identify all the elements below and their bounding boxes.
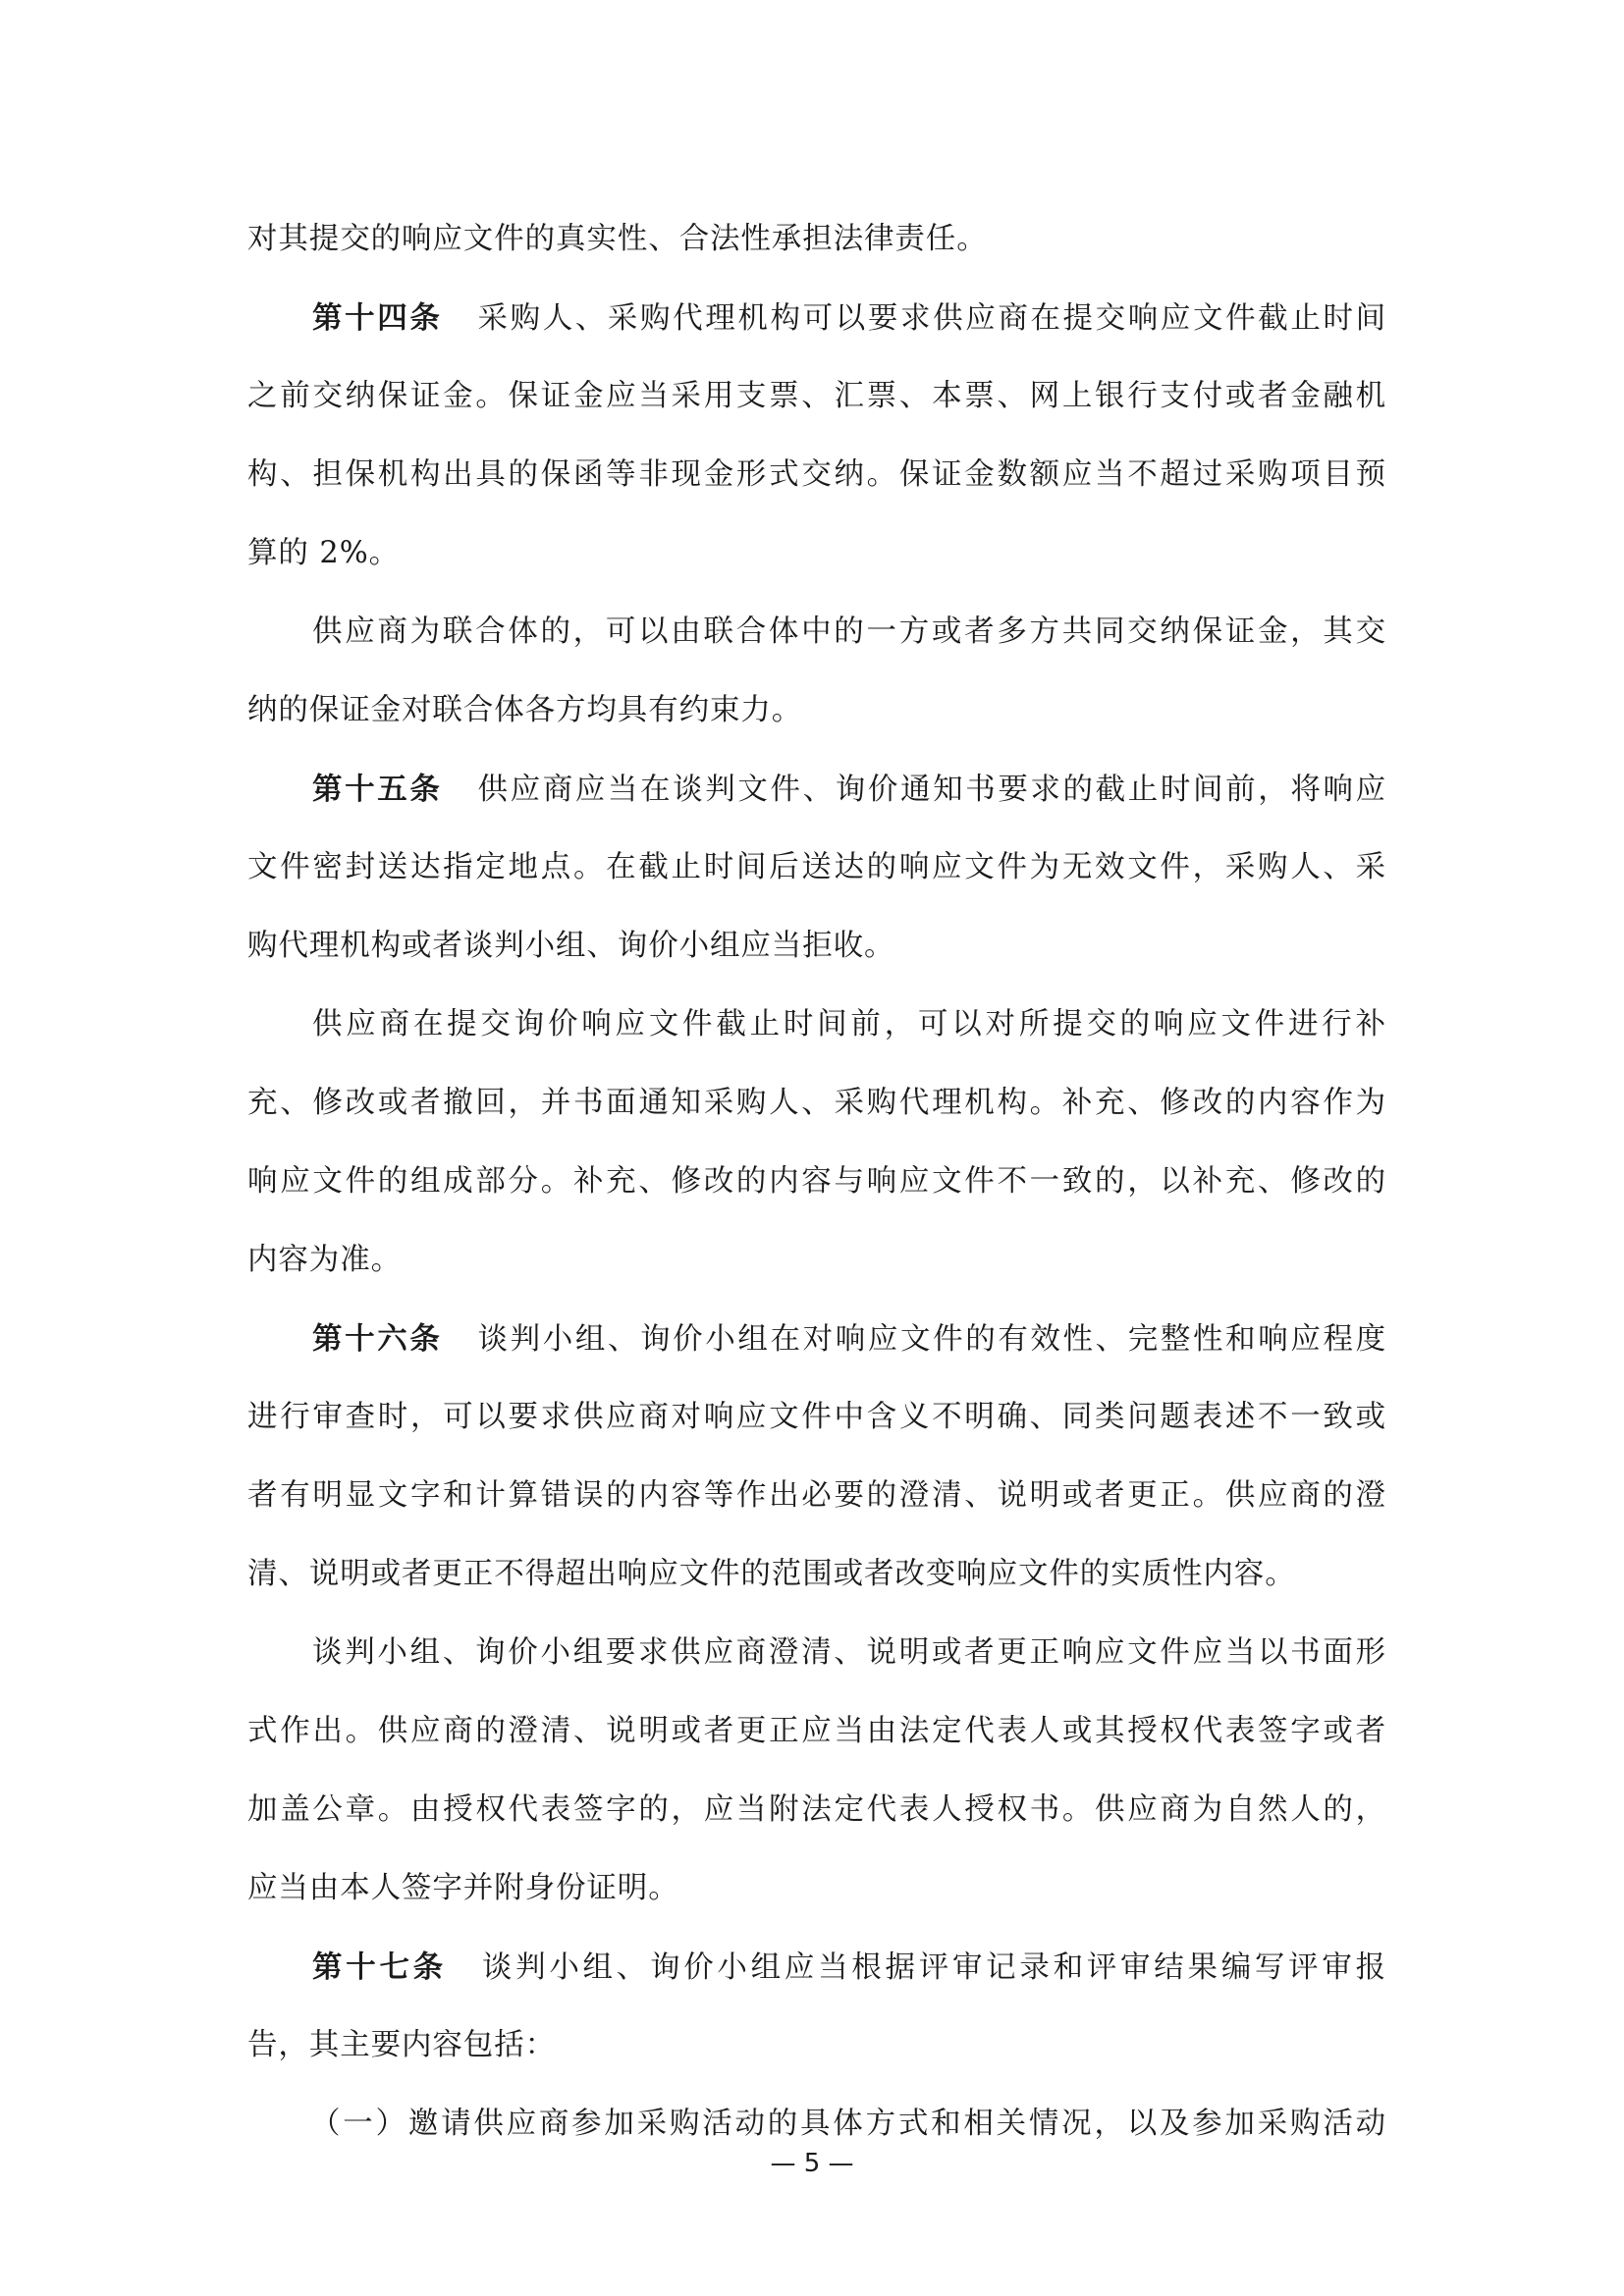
line-text: 内容为准。	[247, 1243, 402, 1277]
line-text: （一）邀请供应商参加采购活动的具体方式和相关情况，以及参加采购活动	[310, 2107, 1386, 2141]
article-label: 第十四条	[312, 300, 443, 336]
text-line	[247, 681, 1386, 740]
article-label: 第十六条	[312, 1321, 443, 1357]
article-16-heading-line	[312, 1309, 1386, 1368]
text-line	[247, 2016, 1386, 2075]
text-line	[247, 446, 1386, 505]
text-line	[247, 1859, 1386, 1918]
text-line	[312, 603, 1386, 662]
line-text: 清、说明或者更正不得超出响应文件的范围或者改变响应文件的实质性内容。	[247, 1557, 1296, 1591]
text-line	[312, 995, 1386, 1054]
line-text: 之前交纳保证金。保证金应当采用支票、汇票、本票、网上银行支付或者金融机	[247, 379, 1386, 413]
line-text: 供应商应当在谈判文件、询价通知书要求的截止时间前，将响应	[477, 773, 1386, 807]
line-text: 式作出。供应商的澄清、说明或者更正应当由法定代表人或其授权代表签字或者	[247, 1714, 1386, 1748]
text-line	[312, 1624, 1386, 1682]
article-label: 第十七条	[312, 1949, 447, 1985]
line-text: 者有明显文字和计算错误的内容等作出必要的澄清、说明或者更正。供应商的澄	[247, 1478, 1386, 1513]
text-line	[247, 838, 1386, 897]
text-line	[247, 1781, 1386, 1840]
page-number: — 5 —	[770, 2149, 854, 2178]
line-text: 充、修改或者撤回，并书面通知采购人、采购代理机构。补充、修改的内容作为	[247, 1086, 1386, 1120]
text-line	[247, 210, 1386, 269]
line-text: 进行审查时，可以要求供应商对响应文件中含义不明确、同类问题表述不一致或	[247, 1400, 1386, 1434]
article-15-heading-line	[312, 760, 1386, 819]
text-line	[247, 1074, 1386, 1133]
line-text: 响应文件的组成部分。补充、修改的内容与响应文件不一致的，以补充、修改的	[247, 1164, 1386, 1199]
line-text: 谈判小组、询价小组在对响应文件的有效性、完整性和响应程度	[477, 1322, 1386, 1357]
text-line	[247, 1545, 1386, 1604]
text-line	[247, 917, 1386, 976]
line-text: 对其提交的响应文件的真实性、合法性承担法律责任。	[247, 222, 988, 256]
line-text: 供应商在提交询价响应文件截止时间前，可以对所提交的响应文件进行补	[312, 1007, 1386, 1041]
line-text: 算的 2%。	[247, 536, 400, 570]
text-line	[247, 1702, 1386, 1761]
line-text: 文件密封送达指定地点。在截止时间后送达的响应文件为无效文件，采购人、采	[247, 850, 1386, 884]
line-text: 谈判小组、询价小组要求供应商澄清、说明或者更正响应文件应当以书面形	[312, 1635, 1386, 1670]
article-14-heading-line	[312, 289, 1386, 347]
line-text: 谈判小组、询价小组应当根据评审记录和评审结果编写评审报	[481, 1950, 1386, 1985]
text-line	[247, 1388, 1386, 1447]
article-17-heading-line	[312, 1938, 1386, 1997]
text-line	[247, 524, 1386, 583]
text-line	[247, 367, 1386, 426]
line-text: 加盖公章。由授权代表签字的，应当附法定代表人授权书。供应商为自然人的，	[247, 1792, 1386, 1827]
line-text: 告，其主要内容包括：	[247, 2028, 556, 2062]
line-text: 采购人、采购代理机构可以要求供应商在提交响应文件截止时间	[477, 301, 1386, 336]
line-text: 纳的保证金对联合体各方均具有约束力。	[247, 693, 803, 727]
text-line	[247, 1467, 1386, 1525]
text-line	[247, 1231, 1386, 1290]
line-text: 购代理机构或者谈判小组、询价小组应当拒收。	[247, 929, 895, 963]
article-label: 第十五条	[312, 772, 443, 807]
line-text: 构、担保机构出具的保函等非现金形式交纳。保证金数额应当不超过采购项目预	[247, 457, 1386, 492]
text-line	[247, 1152, 1386, 1211]
line-text: 应当由本人签字并附身份证明。	[247, 1871, 679, 1905]
line-text: 供应商为联合体的，可以由联合体中的一方或者多方共同交纳保证金，其交	[312, 614, 1386, 649]
